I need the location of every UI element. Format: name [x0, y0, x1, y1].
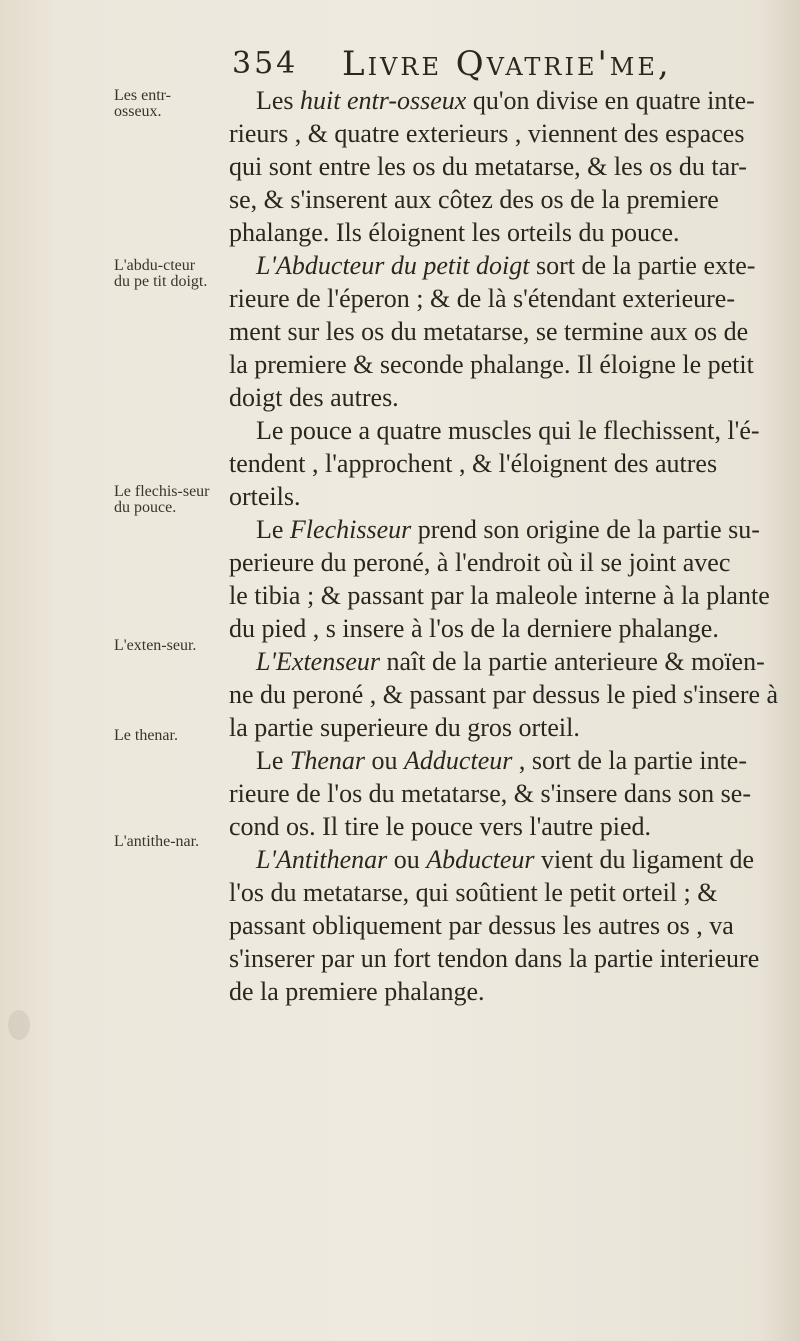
text-line [229, 119, 744, 149]
text-line [256, 515, 760, 545]
text-line [229, 218, 680, 248]
text-line [229, 911, 734, 941]
text-line [229, 185, 719, 215]
text-line [229, 812, 651, 842]
text-run: l'os du metatarse, qui soûtient le petit orteil ; & [229, 878, 718, 907]
margin-note-thenar: Le thenar. [114, 727, 178, 744]
italic-term: huit entr-osseux [300, 86, 467, 115]
text-run: rieure de l'éperon ; & de là s'étendant exterieure- [229, 284, 736, 313]
text-run: phalange. Ils éloignent les orteils du pouce. [229, 218, 680, 247]
text-run: qu'on divise en quatre inte- [466, 86, 755, 115]
italic-term: Abducteur [426, 845, 535, 874]
text-line [229, 152, 747, 182]
page-number: 354 [232, 46, 299, 81]
text-line [229, 977, 485, 1007]
text-line [229, 713, 580, 743]
text-run: rieurs , & quatre exterieurs , viennent des espaces [229, 119, 745, 148]
text-run: du pied , s insere à l'os de la derniere phalange. [229, 614, 719, 643]
text-run: naît de la partie anterieure & moïen- [379, 647, 765, 676]
text-run: passant obliquement par dessus les autres os , va [229, 911, 734, 940]
running-title: Livre Qvatrie'me, [342, 44, 672, 84]
text-line [229, 878, 717, 908]
italic-term: Adducteur [404, 746, 513, 775]
text-line [229, 548, 730, 578]
text-line [229, 284, 735, 314]
text-line [256, 647, 765, 677]
text-run: cond os. Il tire le pouce vers l'autre pied. [229, 812, 651, 841]
italic-term: L'Extenseur [256, 647, 380, 676]
text-line [229, 779, 751, 809]
text-run: tendent , l'approchent , & l'éloignent des autres [229, 449, 718, 478]
text-run: Le [256, 515, 290, 544]
margin-note-flechisseur: Le flechis-seur du pouce. [114, 483, 210, 516]
text-line [229, 350, 754, 380]
margin-note-extenseur: L'exten-seur. [114, 637, 197, 654]
text-run: de la premiere phalange. [229, 977, 485, 1006]
text-run: se, & s'inserent aux côtez des os de la premiere [229, 185, 719, 214]
text-line [229, 944, 759, 974]
text-line [229, 680, 778, 710]
page-header [232, 44, 792, 92]
margin-note-abducteur: L'abdu-cteur du pe tit doigt. [114, 257, 208, 290]
italic-term: L'Abducteur du petit doigt [256, 251, 530, 280]
text-run: Le [256, 746, 290, 775]
text-run: la premiere & seconde phalange. Il éloigne le petit [229, 350, 754, 379]
text-run: qui sont entre les os du metatarse, & les os du tar- [229, 152, 747, 181]
text-run: doigt des autres. [229, 383, 399, 412]
text-run: Les [256, 86, 301, 115]
text-line [256, 251, 755, 281]
margin-note-entr-osseux: Les entr-osseux. [114, 87, 171, 120]
text-line [256, 845, 754, 875]
text-run: le tibia ; & passant par la maleole interne à la plante [229, 581, 770, 610]
text-run: la partie superieure du gros orteil. [229, 713, 580, 742]
text-run: ne du peroné , & passant par dessus le pied s'insere à [229, 680, 779, 709]
text-line [229, 581, 770, 611]
text-run: vient du ligament de [534, 845, 755, 874]
text-run: ment sur les os du metatarse, se termine aux os de [229, 317, 749, 346]
text-line [229, 317, 748, 347]
text-run: ou [365, 746, 405, 775]
text-run: s'inserer par un fort tendon dans la partie interieure [229, 944, 760, 973]
text-line [256, 416, 760, 446]
text-line [229, 449, 717, 479]
text-run: prend son origine de la partie su- [411, 515, 760, 544]
text-line [229, 482, 301, 512]
text-line [256, 746, 747, 776]
text-run: rieure de l'os du metatarse, & s'insere dans son se- [229, 779, 751, 808]
text-run: sort de la partie exte- [529, 251, 756, 280]
italic-term: Flechisseur [289, 515, 412, 544]
text-run: perieure du peroné, à l'endroit où il se joint avec [229, 548, 731, 577]
text-run: , sort de la partie inte- [512, 746, 747, 775]
margin-note-antithenar: L'antithe-nar. [114, 833, 200, 850]
text-line [256, 86, 755, 116]
italic-term: Thenar [289, 746, 366, 775]
text-line [229, 614, 719, 644]
italic-term: L'Antithenar [256, 845, 388, 874]
text-run: Le pouce a quatre muscles qui le flechissent, l'é- [256, 416, 760, 445]
text-line [229, 383, 399, 413]
paper-stain [8, 1010, 30, 1040]
text-run: ou [387, 845, 427, 874]
text-run: orteils. [229, 482, 301, 511]
